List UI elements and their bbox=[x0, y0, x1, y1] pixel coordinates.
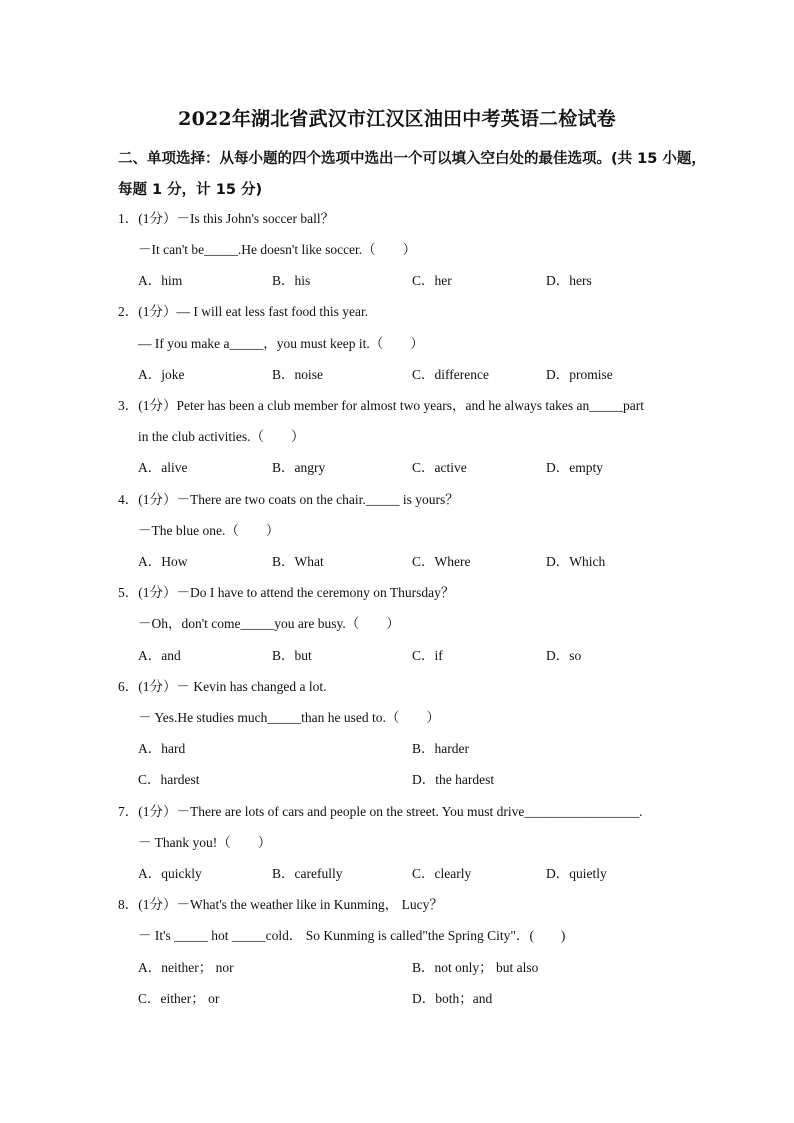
question-8-response: － It's _____ hot _____cold． So Kunming is called"the Spring City"．( ) bbox=[138, 928, 566, 943]
question-6-stem: 6．(1分）－ Kevin has changed a lot. bbox=[118, 679, 327, 694]
question-6-option-c: C．hardest bbox=[138, 772, 200, 787]
question-2-option-b: B．noise bbox=[272, 367, 324, 382]
question-3-option-d: D．empty bbox=[546, 460, 603, 475]
question-1-option-d: D．hers bbox=[546, 273, 592, 288]
question-5-option-c: C．if bbox=[412, 648, 443, 663]
question-8-option-b: B．not only； but also bbox=[412, 960, 539, 975]
question-4-option-d: D．Which bbox=[546, 554, 606, 569]
question-2-option-c: C．difference bbox=[412, 367, 489, 382]
question-4-stem: 4．(1分）－There are two coats on the chair._____ is yours？ bbox=[118, 492, 459, 507]
question-7-option-b: B．carefully bbox=[272, 866, 343, 881]
question-8-option-d: D．both；and bbox=[412, 991, 493, 1006]
question-8-stem: 8．(1分）－What's the weather like in Kunming， Lucy？ bbox=[118, 897, 443, 912]
question-1-option-a: A．him bbox=[138, 273, 183, 288]
question-2-option-a: A．joke bbox=[138, 367, 185, 382]
question-7-option-d: D．quietly bbox=[546, 866, 607, 881]
question-5-option-d: D．so bbox=[546, 648, 582, 663]
question-4-option-b: B．What bbox=[272, 554, 324, 569]
question-3-stem: 3．(1分）Peter has been a club member for almost two years，and he always takes an_____part bbox=[118, 398, 644, 413]
question-5-option-b: B．but bbox=[272, 648, 312, 663]
question-1-option-b: B．his bbox=[272, 273, 311, 288]
question-6-option-d: D．the hardest bbox=[412, 772, 495, 787]
question-4-response: －The blue one.（ ） bbox=[138, 523, 280, 538]
question-1-response: －It can't be_____.He doesn't like soccer.（ ） bbox=[138, 242, 417, 257]
question-5-stem: 5．(1分）－Do I have to attend the ceremony on Thursday？ bbox=[118, 585, 455, 600]
question-2-option-d: D．promise bbox=[546, 367, 613, 382]
question-3-continuation: in the club activities.（ ） bbox=[138, 429, 305, 444]
question-7-stem: 7．(1分）－There are lots of cars and people on the street. You must drive_________________. bbox=[118, 804, 643, 819]
question-7-response: － Thank you!（ ） bbox=[138, 835, 272, 850]
question-2-response: — If you make a_____，you must keep it.（ ） bbox=[138, 336, 424, 351]
question-1-stem: 1．(1分）－Is this John's soccer ball？ bbox=[118, 211, 335, 226]
question-2-stem: 2．(1分）— I will eat less fast food this year. bbox=[118, 304, 369, 319]
section-heading: 二、单项选择：从每小题的四个选项中选出一个可以填入空白处的最佳选项。(共 15 小题，每题 1 分，计 15 分) bbox=[118, 151, 706, 198]
question-5-option-a: A．and bbox=[138, 648, 181, 663]
question-6-option-b: B．harder bbox=[412, 741, 469, 756]
question-3-option-b: B．angry bbox=[272, 460, 326, 475]
question-8-option-a: A．neither； nor bbox=[138, 960, 234, 975]
question-5-response: －Oh，don't come_____you are busy.（ ） bbox=[138, 616, 400, 631]
question-4-option-a: A．How bbox=[138, 554, 188, 569]
question-3-option-a: A．alive bbox=[138, 460, 188, 475]
question-7-option-a: A．quickly bbox=[138, 866, 202, 881]
question-7-option-c: C．clearly bbox=[412, 866, 472, 881]
question-8-option-c: C．either； or bbox=[138, 991, 220, 1006]
exam-title: 2022年湖北省武汉市江汉区油田中考英语二检试卷 bbox=[178, 108, 616, 130]
question-1-option-c: C．her bbox=[412, 273, 452, 288]
question-6-response: － Yes.He studies much_____than he used to.（ ） bbox=[138, 710, 440, 725]
question-6-option-a: A．hard bbox=[138, 741, 186, 756]
question-4-option-c: C．Where bbox=[412, 554, 471, 569]
question-3-option-c: C．active bbox=[412, 460, 467, 475]
